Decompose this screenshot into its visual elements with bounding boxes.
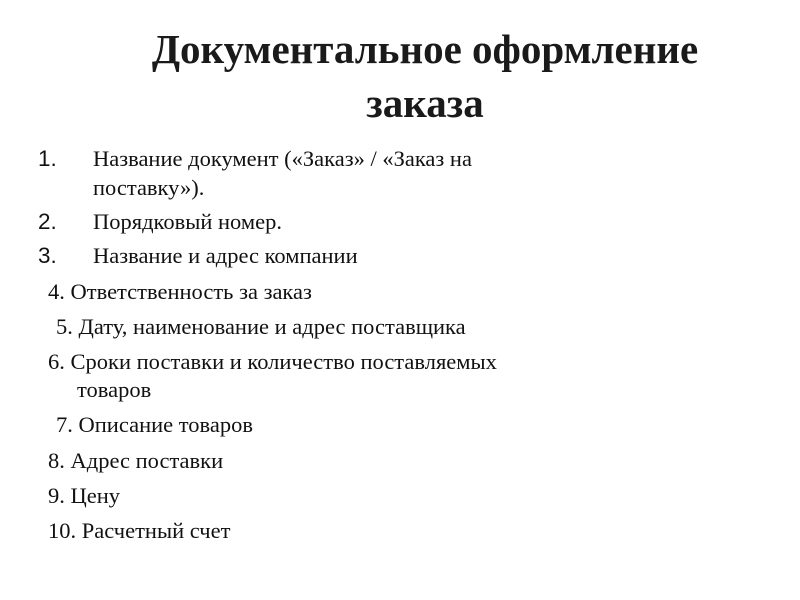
- list-item-9-text: 9. Цену: [48, 483, 121, 508]
- list-item-3-number: 3.: [38, 243, 57, 268]
- list-item-10: [48, 517, 230, 545]
- list-item-5-text: 5. Дату, наименование и адрес поставщика: [56, 314, 466, 339]
- list-item-9: [48, 482, 120, 510]
- list-item-8: [48, 447, 223, 475]
- list-item-4: [48, 278, 312, 306]
- list-item-2-text: Порядковый номер.: [93, 209, 282, 234]
- list-item-7-text: 7. Описание товаров: [56, 412, 253, 437]
- list-item-1-number: 1.: [38, 146, 57, 171]
- list-item-8-text: 8. Адрес поставки: [48, 448, 224, 473]
- list-item-6-text-line-2: товаров: [77, 377, 152, 402]
- title-line-2: заказа: [366, 80, 484, 126]
- list-item-1-text-line-2: поставку»).: [93, 175, 205, 200]
- list-item-7: [56, 411, 253, 439]
- list-item-6-text-line-1: 6. Сроки поставки и количество поставляемых: [48, 349, 497, 374]
- list-item-2-number: 2.: [38, 209, 57, 234]
- list-item-3-text: Название и адрес компании: [93, 243, 358, 268]
- list-item-4-text: 4. Ответственность за заказ: [48, 279, 312, 304]
- list-item-5: [56, 313, 466, 341]
- list-item-10-text: 10. Расчетный счет: [48, 518, 231, 543]
- title-line-1: Документальное оформление: [151, 26, 699, 72]
- list-item-1-text-line-1: Название документ («Заказ» / «Заказ на: [93, 146, 472, 171]
